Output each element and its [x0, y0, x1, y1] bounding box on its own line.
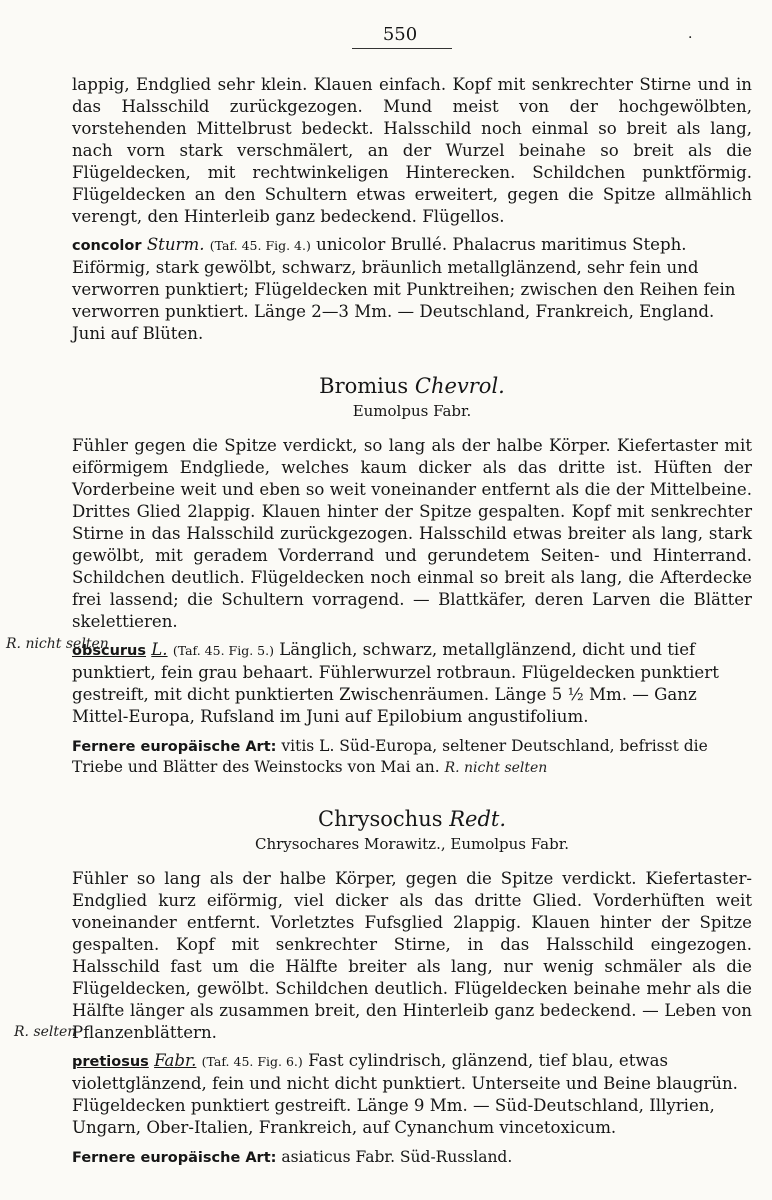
further-species-label: Fernere europäische Art:	[72, 739, 277, 755]
further-species-text: vitis L. Süd-Europa, seltener Deutschland, befrisst die Triebe und Blätter des Weinstocks von Mai an.	[72, 737, 708, 776]
genus-synonym: Chrysochares Morawitz., Eumolpus Fabr.	[254, 835, 570, 853]
genus-heading-bromius	[72, 373, 752, 399]
figure-reference: (Taf. 45. Fig. 5.)	[172, 643, 274, 658]
further-species-bromius	[72, 736, 752, 778]
margin-dot: ·	[688, 30, 693, 46]
further-species-label: Fernere europäische Art:	[72, 1150, 277, 1166]
genus-name: Bromius	[319, 374, 409, 398]
species-author: L.	[151, 640, 168, 659]
species-name: obscurus	[72, 643, 146, 659]
further-species-text: asiaticus Fabr. Süd-Russland.	[281, 1148, 513, 1166]
species-author: Fabr.	[154, 1051, 197, 1070]
genus-synonym: Eumolpus Fabr.	[352, 402, 472, 420]
species-description: Eiförmig, stark gewölbt, schwarz, bräunlich metallglänzend, sehr fein und verworren punktiert; Flügeldecken mit Punktreihen; zwischen den Reihen fein verworren punktiert. Länge 2—3 Mm. — Deutschland, Frankreich, England. Juni auf Blüten.	[72, 258, 736, 343]
handwritten-note: R. nicht selten	[444, 760, 548, 776]
further-species-chrysochus	[72, 1147, 752, 1168]
species-obscurus	[72, 639, 752, 728]
genus-author: Chevrol.	[414, 374, 505, 398]
species-concolor	[72, 234, 752, 345]
handwritten-note: R. selten	[14, 1024, 77, 1040]
species-author: Sturm.	[146, 235, 205, 254]
page-number: 550	[382, 24, 418, 45]
genus-description: Fühler so lang als der halbe Körper, gegen die Spitze verdickt. Kiefertaster-Endglied kurz eiförmig, viel dicker als das dritte Glied. Vorderhüften weit voneinander entfernt. Vorletztes Fufsglied 2lappig. Klauen hinter der Spitze gespalten. Kopf mit senkrechter Stirne, in das Halsschild eingezogen. Halsschild fast um die Hälfte breiter als lang, nur wenig schmäler als die Flügeldecken, gewölbt. Schildchen deutlich. Flügeldecken beinahe mehr als die Hälfte länger als zusammen breit, den Hinterleib ganz bedeckend. — Leben von Pflanzenblättern.	[72, 869, 752, 1042]
handwritten-note: R. nicht selten	[6, 636, 109, 652]
page-body	[72, 74, 752, 1168]
genus-heading-chrysochus	[72, 806, 752, 832]
species-description: Fast cylindrisch, glänzend, tief blau, etwas violettglänzend, fein und nicht dicht punktiert. Unterseite und Beine blaugrün. Flügeldecken punktiert gestreift. Länge 9 Mm. — Süd-Deutschland, Illyrien, Ungarn, Ober-Italien, Frankreich, auf Cynanchum vincetoxicum.	[72, 1051, 738, 1137]
figure-reference: (Taf. 45. Fig. 4.)	[209, 238, 311, 253]
genus-author: Redt.	[449, 807, 506, 831]
page-number-rule	[352, 48, 452, 49]
genus-name: Chrysochus	[318, 807, 443, 831]
species-pretiosus	[72, 1050, 752, 1139]
species-name: pretiosus	[72, 1054, 149, 1070]
figure-reference: (Taf. 45. Fig. 6.)	[201, 1054, 303, 1069]
species-description: Länglich, schwarz, metallglänzend, dicht und tief punktiert, fein grau behaart. Fühlerwurzel rotbraun. Flügeldecken punktiert gestreift, mit dicht punktierten Zwischenräumen. Länge 5 ½ Mm. — Ganz Mittel-Europa, Rufsland im Juni auf Epilobium angustifolium.	[72, 640, 719, 726]
species-name: concolor	[72, 238, 142, 254]
genus-description: Fühler gegen die Spitze verdickt, so lang als der halbe Körper. Kiefertaster mit eiförmigem Endgliede, welches kaum dicker als das dritte ist. Hüften der Vorderbeine weit und eben so weit voneinander entfernt als die der Mittelbeine. Drittes Glied 2lappig. Klauen hinter der Spitze gespalten. Kopf mit senkrechter Stirne in das Halsschild zurückgezogen. Halsschild etwas breiter als lang, stark gewölbt, mit geradem Vorderrand und gerundetem Seiten- und Hinterrand. Schildchen deutlich. Flügeldecken noch einmal so breit als lang, die Afterdecke frei lassend; die Schultern vorragend. — Blattkäfer, deren Larven die Blätter skelettieren.	[72, 436, 752, 631]
intro-paragraph: lappig, Endglied sehr klein. Klauen einfach. Kopf mit senkrechter Stirne und in das Halsschild zurückgezogen. Mund meist von der hochgewölbten, vorstehenden Mittelbrust bedeckt. Halsschild noch einmal so breit als lang, nach vorn stark verschmälert, an der Wurzel beinahe so breit als die Flügeldecken, mit rechtwinkeligen Hinterecken. Schildchen punktförmig. Flügeldecken an den Schultern etwas erweitert, gegen die Spitze allmählich verengt, den Hinterleib ganz bedeckend. Flügellos.	[72, 75, 752, 226]
species-synonyms: unicolor Brullé. Phalacrus maritimus Steph.	[316, 235, 687, 254]
